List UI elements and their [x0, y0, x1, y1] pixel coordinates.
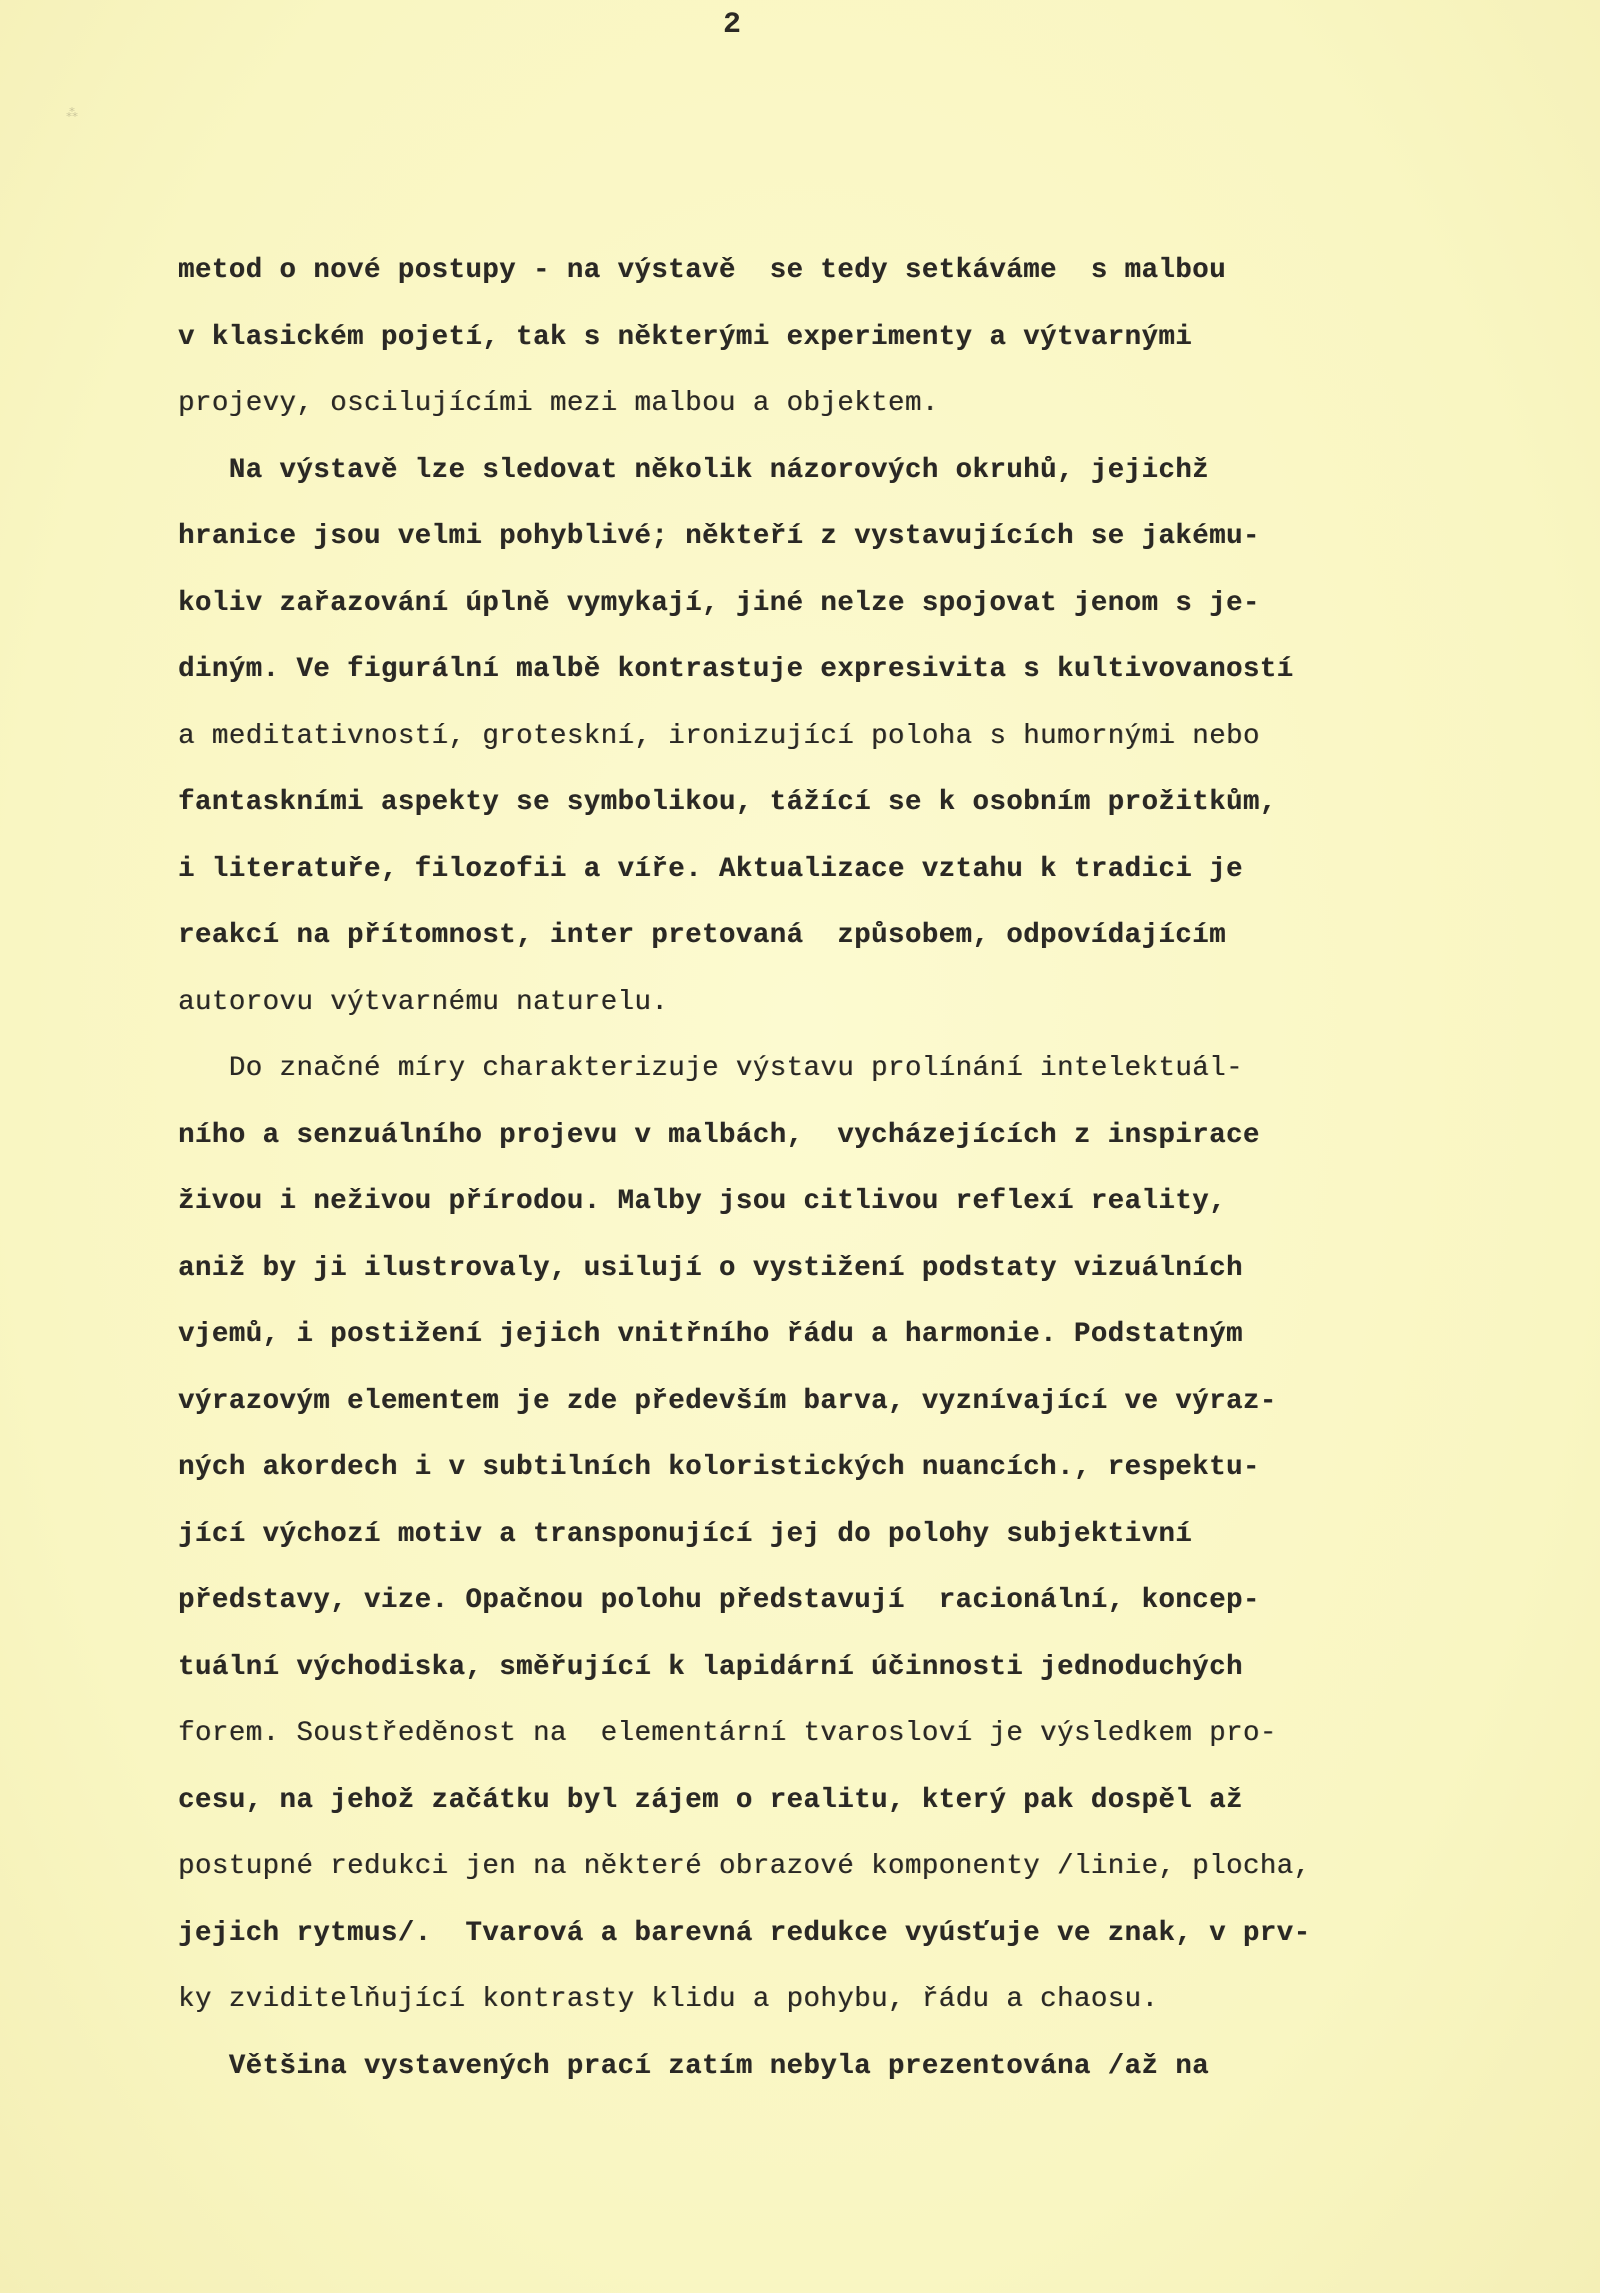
text-line: autorovu výtvarnému naturelu.	[178, 986, 669, 1018]
text-line: fantaskními aspekty se symbolikou, tážící se k osobním prožitkům,	[178, 787, 1277, 818]
text-line: Na výstavě lze sledovat několik názorových okruhů, jejichž	[178, 454, 1210, 486]
text-line: aniž by ji ilustrovaly, usilují o vystižení podstaty vizuálních	[178, 1252, 1243, 1284]
document-body	[178, 248, 1538, 2110]
text-line: Většina vystavených prací zatím nebyla prezentována /až na	[178, 2050, 1210, 2082]
text-line: postupné redukci jen na některé obrazové komponenty /linie, plocha,	[178, 1851, 1311, 1882]
text-line: diným. Ve figurální malbě kontrastuje expresivita s kultivovaností	[178, 654, 1294, 685]
text-line: metod o nové postupy - na výstavě se tedy setkáváme s malbou	[178, 255, 1226, 286]
text-line: ního a senzuálního projevu v malbách, vycházejících z inspirace	[178, 1119, 1260, 1151]
text-line: tuální východiska, směřující k lapidární účinnosti jednoduchých	[178, 1651, 1243, 1683]
text-line: představy, vize. Opačnou polohu představují racionální, koncep-	[178, 1585, 1260, 1616]
text-line: živou i neživou přírodou. Malby jsou citlivou reflexí reality,	[178, 1186, 1226, 1217]
page-number: 2	[722, 8, 741, 42]
text-line: ných akordech i v subtilních koloristických nuancích., respektu-	[178, 1452, 1260, 1483]
text-line: reakcí na přítomnost, inter pretovaná způsobem, odpovídajícím	[178, 920, 1226, 951]
text-line: ky zviditelňující kontrasty klidu a pohybu, řádu a chaosu.	[178, 1984, 1159, 2015]
text-line: i literatuře, filozofii a víře. Aktualizace vztahu k tradici je	[178, 853, 1243, 885]
text-line: jejich rytmus/. Tvarová a barevná redukce vyúsťuje ve znak, v prv-	[178, 1917, 1311, 1949]
text-line: cesu, na jehož začátku byl zájem o realitu, který pak dospěl až	[178, 1784, 1243, 1816]
text-line: koliv zařazování úplně vymykají, jiné nelze spojovat jenom s je-	[178, 587, 1260, 619]
text-line: hranice jsou velmi pohyblivé; někteří z vystavujících se jakému-	[178, 521, 1260, 552]
faint-stamp-mark: ⁂	[66, 107, 78, 121]
text-line: forem. Soustředěnost na elementární tvarosloví je výsledkem pro-	[178, 1718, 1277, 1749]
text-line: výrazovým elementem je zde především barva, vyznívající ve výraz-	[178, 1385, 1277, 1417]
text-line: vjemů, i postižení jejich vnitřního řádu a harmonie. Podstatným	[178, 1319, 1243, 1350]
text-line: Do značné míry charakterizuje výstavu prolínání intelektuál-	[178, 1053, 1243, 1084]
text-line: v klasickém pojetí, tak s některými experimenty a výtvarnými	[178, 321, 1193, 353]
text-line: a meditativností, groteskní, ironizující poloha s humornými nebo	[178, 720, 1260, 752]
text-line: jící výchozí motiv a transponující jej do polohy subjektivní	[178, 1518, 1193, 1550]
text-line: projevy, oscilujícími mezi malbou a objektem.	[178, 388, 939, 419]
